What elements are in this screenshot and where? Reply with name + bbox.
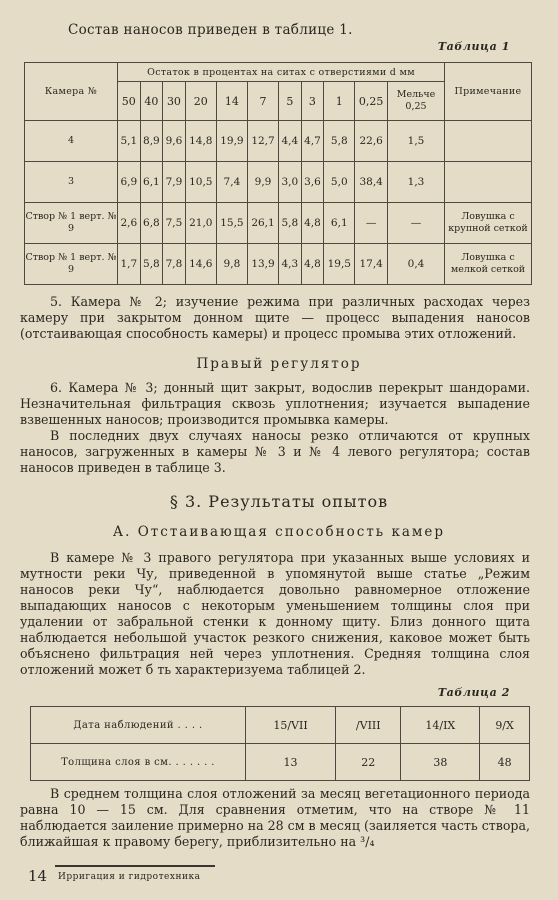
table-cell: 9,9 [247,162,278,203]
table-cell: 6,9 [118,162,141,203]
table-cell: 6,1 [140,162,163,203]
table-cell: 3,6 [301,162,324,203]
sieve-header: 1 [324,82,355,121]
table-cell: 7,5 [163,203,186,244]
sieve-header: 0,25 [355,82,388,121]
value-cell: 22 [336,744,401,781]
value-cell: 48 [480,744,530,781]
table-cell: 6,8 [140,203,163,244]
table1-caption: Таблица 1 [437,40,510,53]
date-cell: 14/IX [401,707,480,744]
date-cell: 9/X [480,707,530,744]
subsection-heading: А. Отстаивающая способность камер [112,524,446,540]
table-row [25,162,532,203]
table-cell: 1,7 [118,244,141,285]
sediment-composition-table [24,62,532,285]
row-label: Створ № 1 верт. № 9 [25,244,118,285]
page-number: 14 [28,867,48,885]
table-row [31,707,530,744]
note-cell: Ловушка с мелкой сеткой [445,244,532,285]
sieve-header: 7 [247,82,278,121]
sieve-header: 14 [216,82,247,121]
paragraph: В среднем толщина слоя отложений за месяц вегетационного периода равна 10 — 15 см. Для сравнения отметим, что на створе № 11 наблюдается заиление примерно на 28 см в месяц (заиляется часть створа, ближайшая к правому берегу, приблизительно на ³/₄ [20,786,530,849]
table-cell: 38,4 [355,162,388,203]
sieve-header: 3 [301,82,324,121]
deposit-thickness-table [30,706,530,781]
paragraph: 6. Камера № 3; донный щит закрыт, водослив перекрыт шандорами. Незначительная фильтрация сквозь уплотнения; изучается выпадение взвешенных наносов; производится промывка камеры. [20,380,530,427]
table-cell: 21,0 [185,203,216,244]
table-row [25,244,532,285]
table-cell: 14,8 [185,121,216,162]
row-label: Толщина слоя в см. . . . . . . [31,744,246,781]
table-row [31,744,530,781]
table-cell: 14,6 [185,244,216,285]
table-cell: — [355,203,388,244]
sieve-header: 30 [163,82,186,121]
note-column-header: Примечание [445,63,532,121]
table-cell: 2,6 [118,203,141,244]
table-cell: 7,9 [163,162,186,203]
table-cell: 10,5 [185,162,216,203]
sieve-header: 50 [118,82,141,121]
table-cell: 4,7 [301,121,324,162]
table-cell: 5,8 [140,244,163,285]
paragraph: В камере № 3 правого регулятора при указанных выше условиях и мутности реки Чу, приведенной в упомянутой выше статье „Режим наносов реки Чу“, наблюдается довольно равномерное отложение выпадающих наносов с некоторым уменьшением толщины слоя при удалении от забральной стенки к донному щиту. Близ донного щита наблюдается небольшой участок резкого снижения, каковое может быть объяснено фильтрация ней через уплотнения. Средняя толщина слоя отложений может б ть характеризуема таблицей 2. [20,550,530,677]
table-cell: 13,9 [247,244,278,285]
table-cell: 7,8 [163,244,186,285]
table2-caption: Таблица 2 [437,686,510,699]
note-cell [445,162,532,203]
table-cell: 19,5 [324,244,355,285]
table-row [25,121,532,162]
value-cell: 38 [401,744,480,781]
right-regulator-heading: Правый регулятор [196,356,362,372]
table-cell: 4,4 [279,121,302,162]
row-label: Дата наблюдений . . . . [31,707,246,744]
table-cell: 9,6 [163,121,186,162]
paragraph-6-block [20,380,530,476]
table-cell: 5,8 [279,203,302,244]
table-cell: 4,3 [279,244,302,285]
note-cell [445,121,532,162]
table-cell: 22,6 [355,121,388,162]
paragraph-9-block [20,786,530,850]
paragraph-8-block [20,550,530,678]
date-cell: 15/VII [246,707,336,744]
table-cell: 1,3 [388,162,445,203]
table-cell: 1,5 [388,121,445,162]
section-heading: § 3. Результаты опытов [169,492,389,511]
table-cell: 5,8 [324,121,355,162]
note-cell: Ловушка с крупной сеткой [445,203,532,244]
row-label: Створ № 1 верт. № 9 [25,203,118,244]
footer-rule [55,865,215,867]
sieve-header: Мельче 0,25 [388,82,445,121]
table-cell: 5,1 [118,121,141,162]
table-row [25,203,532,244]
table-cell: 17,4 [355,244,388,285]
sieve-header: 40 [140,82,163,121]
table-cell: 26,1 [247,203,278,244]
intro-text: Состав наносов приведен в таблице 1. [68,22,353,38]
table-cell: 3,0 [279,162,302,203]
paragraph-5-block [20,294,530,342]
row-label: 4 [25,121,118,162]
row-label: 3 [25,162,118,203]
table-cell: 4,8 [301,244,324,285]
table-cell: 15,5 [216,203,247,244]
table-cell: 9,8 [216,244,247,285]
table-cell: — [388,203,445,244]
table-cell: 6,1 [324,203,355,244]
sieve-header: 20 [185,82,216,121]
table-cell: 5,0 [324,162,355,203]
table-cell: 12,7 [247,121,278,162]
table-cell: 4,8 [301,203,324,244]
table-cell: 19,9 [216,121,247,162]
table-cell: 7,4 [216,162,247,203]
sieve-header: 5 [279,82,302,121]
paragraph: 5. Камера № 2; изучение режима при различных расходах через камеру при закрытом донном щите — процесс выпадения наносов (отстаивающая способность камеры) и процесс промыва этих отложений. [20,294,530,341]
table-cell: 8,9 [140,121,163,162]
sieve-group-header: Остаток в процентах на ситах с отверстиями d мм [118,63,445,82]
table-cell: 0,4 [388,244,445,285]
date-cell: /VIII [336,707,401,744]
chamber-column-header: Камера № [25,63,118,121]
running-title: Ирригация и гидротехника [58,872,201,882]
value-cell: 13 [246,744,336,781]
paragraph: В последних двух случаях наносы резко отличаются от крупных наносов, загруженных в камеры № 3 и № 4 левого регулятора; состав наносов приведен в таблице 3. [20,428,530,475]
